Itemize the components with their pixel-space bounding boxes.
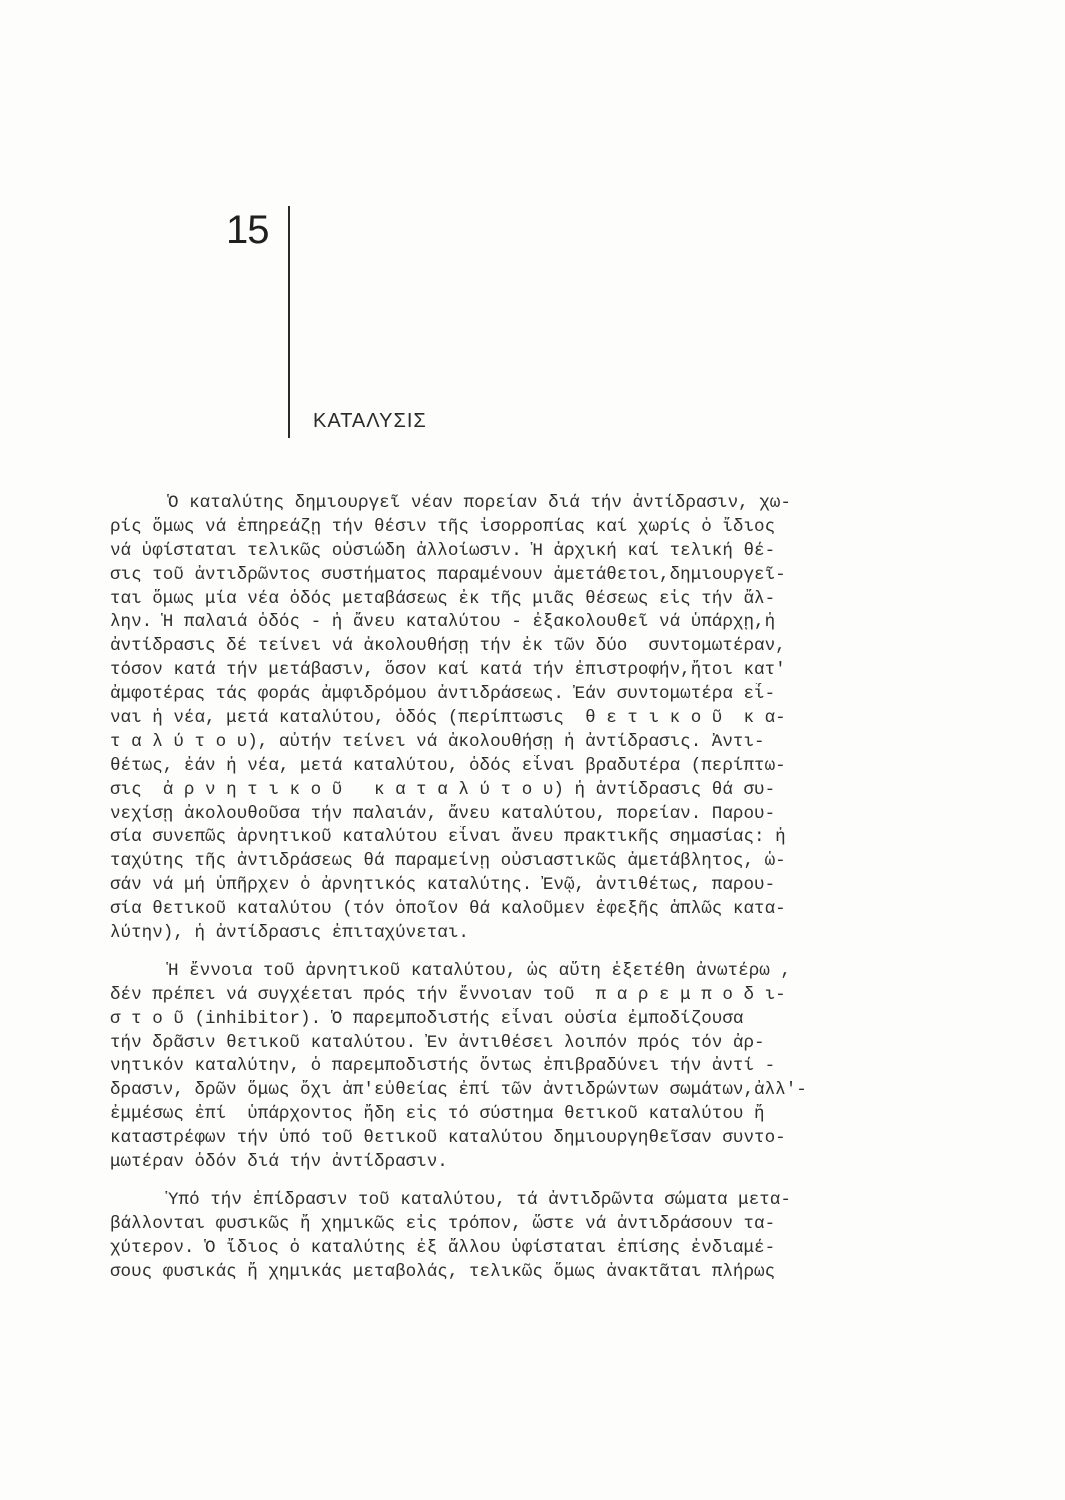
text-line: σία συνεπῶς ἀρνητικοῦ καταλύτου εἶναι ἄνευ πρακτικῆς σημασίας: ἡ — [110, 827, 786, 848]
text-line: τήν δρᾶσιν θετικοῦ καταλύτου. Ἐν ἀντιθέσει λοιπόν πρός τόν ἀρ- — [110, 1032, 765, 1053]
text-line: σις ἀ ρ ν η τ ι κ ο ῦ κ α τ α λ ύ τ ο υ) ἡ ἀντίδρασις θά συ- — [110, 779, 776, 800]
text-line: λην. Ἡ παλαιά ὁδός - ἡ ἄνευ καταλύτου - ἐξακολουθεῖ νά ὑπάρχῃ,ἡ — [110, 612, 776, 633]
text-line: χύτερον. Ὁ ἴδιος ὁ καταλύτης ἐξ ἄλλου ὑφίσταται ἐπίσης ἐνδιαμέ- — [110, 1237, 776, 1258]
text-line: Ὑπό τήν ἐπίδρασιν τοῦ καταλύτου, τά ἀντιδρῶντα σώματα μετα- — [168, 1189, 791, 1210]
text-line: δέν πρέπει νά συγχέεται πρός τήν ἔννοιαν τοῦ π α ρ ε μ π ο δ ι- — [110, 984, 786, 1005]
text-line: σις τοῦ ἀντιδρῶντος συστήματος παραμένουν ἀμετάθετοι,δημιουργεῖ- — [110, 564, 786, 585]
text-line: τόσον κατά τήν μετάβασιν, ὅσον καί κατά τήν ἐπιστροφήν,ἤτοι κατ' — [110, 660, 786, 681]
chapter-number: 15 — [226, 208, 269, 252]
chapter-divider — [288, 206, 290, 438]
text-line: σία θετικοῦ καταλύτου (τόν ὁποῖον θά καλοῦμεν ἐφεξῆς ἁπλῶς κατα- — [110, 899, 786, 920]
chapter-title: ΚΑΤΑΛΥΣΙΣ — [313, 410, 427, 432]
text-line: θέτως, ἐάν ἡ νέα, μετά καταλύτου, ὁδός εἶναι βραδυτέρα (περίπτω- — [110, 755, 786, 776]
text-line: ἀντίδρασις δέ τείνει νά ἀκολουθήσῃ τήν ἐκ τῶν δύο συντομωτέραν, — [110, 636, 786, 657]
text-line: ναι ἡ νέα, μετά καταλύτου, ὁδός (περίπτωσις θ ε τ ι κ ο ῦ κ α- — [110, 708, 786, 729]
text-line: δρασιν, δρῶν ὅμως ὄχι ἀπ'εὐθείας ἐπί τῶν ἀντιδρώντων σωμάτων,ἀλλ'- — [110, 1080, 807, 1101]
text-line: νά ὑφίσταται τελικῶς οὐσιώδη ἀλλοίωσιν. Ἡ ἀρχική καί τελική θέ- — [110, 540, 776, 561]
paragraph — [110, 960, 925, 1175]
text-line: καταστρέφων τήν ὑπό τοῦ θετικοῦ καταλύτου δημιουργηθεῖσαν συντο- — [110, 1128, 786, 1149]
text-line: ἐμμέσως ἐπί ὑπάρχοντος ἤδη εἰς τό σύστημα θετικοῦ καταλύτου ἤ — [110, 1104, 765, 1125]
text-line: Ὁ καταλύτης δημιουργεῖ νέαν πορείαν διά τήν ἀντίδρασιν, χω- — [168, 493, 791, 513]
text-line: σ τ ο ῦ (inhibitor). Ὁ παρεμποδιστής εἶναι οὐσία ἐμποδίζουσα — [110, 1008, 744, 1029]
text-line: μωτέραν ὁδόν διά τήν ἀντίδρασιν. — [110, 1152, 448, 1173]
paragraph — [110, 492, 925, 946]
text-line: νεχίσῃ ἀκολουθοῦσα τήν παλαιάν, ἄνευ καταλύτου, πορείαν. Παρου- — [110, 803, 776, 824]
text-line: ται ὅμως μία νέα ὁδός μεταβάσεως ἐκ τῆς μιᾶς θέσεως εἰς τήν ἄλ- — [110, 588, 776, 609]
text-line: τ α λ ύ τ ο υ), αὐτήν τείνει νά ἀκολουθήσῃ ἡ ἀντίδρασις. Ἀντι- — [110, 731, 765, 752]
paragraph — [110, 1189, 925, 1285]
body-text — [110, 492, 925, 1299]
text-line: βάλλονται φυσικῶς ἤ χημικῶς εἰς τρόπον, ὥστε νά ἀντιδράσουν τα- — [110, 1213, 776, 1234]
text-line: ταχύτης τῆς ἀντιδράσεως θά παραμείνῃ οὐσιαστικῶς ἀμετάβλητος, ὡ- — [110, 851, 786, 872]
text-line: λύτην), ἡ ἀντίδρασις ἐπιταχύνεται. — [110, 923, 469, 944]
text-line: σους φυσικάς ἤ χημικάς μεταβολάς, τελικῶς ὅμως ἀνακτᾶται πλήρως — [110, 1261, 776, 1282]
text-line: σάν νά μή ὑπῆρχεν ὁ ἀρνητικός καταλύτης. Ἐνῷ, ἀντιθέτως, παρου- — [110, 875, 776, 896]
text-line: Ἡ ἔννοια τοῦ ἀρνητικοῦ καταλύτου, ὡς αὕτη ἐξετέθη ἀνωτέρω , — [168, 960, 791, 981]
text-line: νητικόν καταλύτην, ὁ παρεμποδιστής ὄντως ἐπιβραδύνει τήν ἀντί - — [110, 1056, 776, 1077]
text-line: ἀμφοτέρας τάς φοράς ἀμφιδρόμου ἀντιδράσεως. Ἐάν συντομωτέρα εἶ- — [110, 684, 776, 705]
text-line: ρίς ὅμως νά ἐπηρεάζῃ τήν θέσιν τῆς ἰσορροπίας καί χωρίς ὁ ἴδιος — [110, 516, 776, 537]
